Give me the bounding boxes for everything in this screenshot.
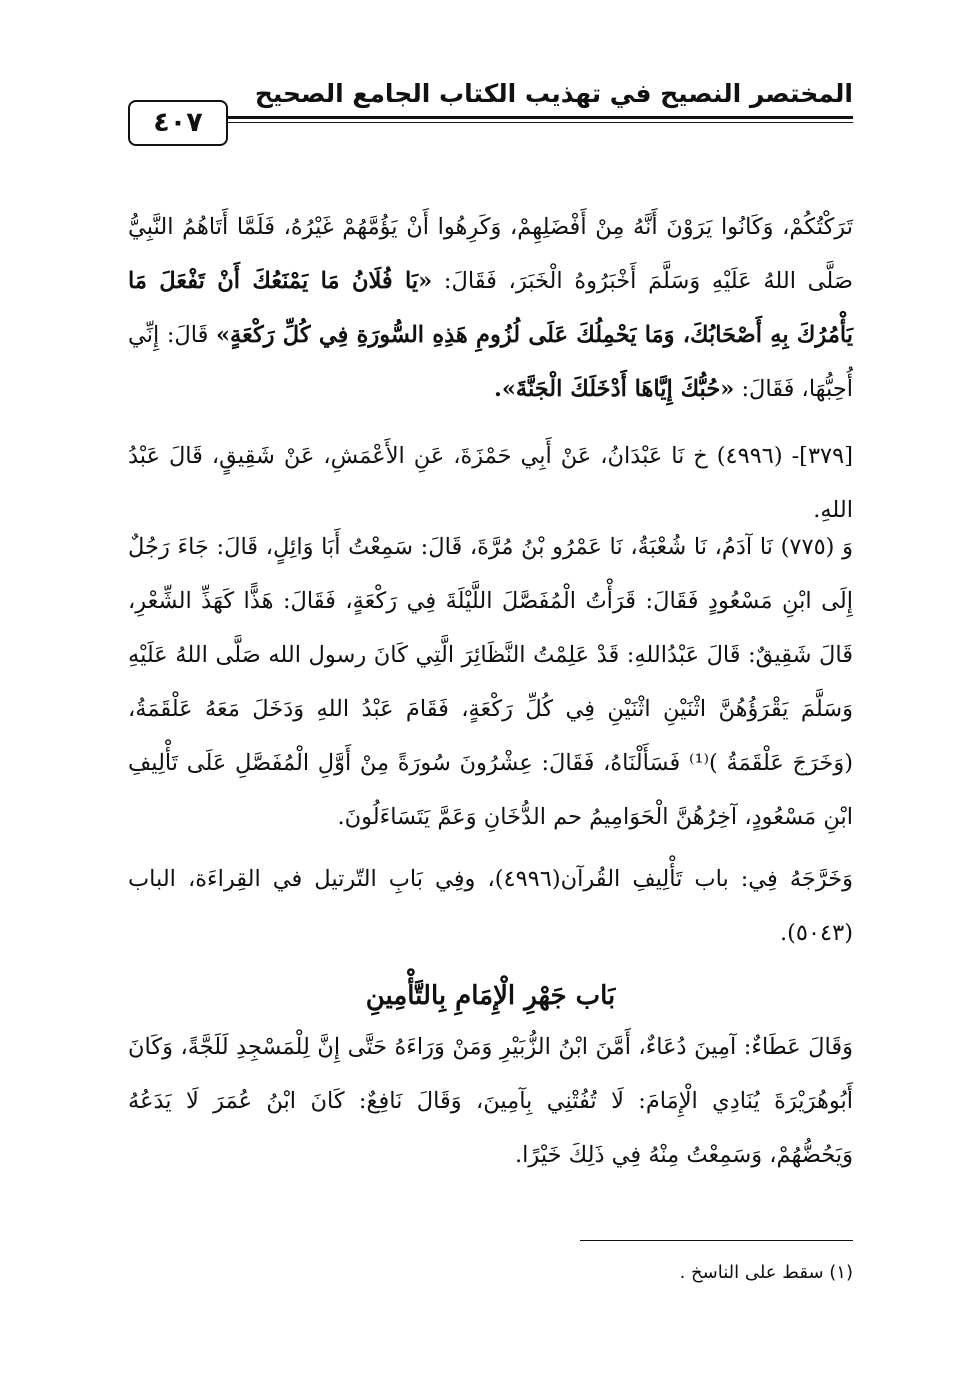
- paragraph-hadith-379: [٣٧٩]- (٤٩٩٦) خ نَا عَبْدَانُ، عَنْ أَبِي حَمْزَةَ، عَنِ الأَعْمَشِ، عَنْ شَقِيقٍ، قَالَ عَبْدُ اللهِ.: [128, 443, 853, 523]
- paragraph-hadith-775: وَ (٧٧٥) نَا آدَمُ، نَا شُعْبَةُ، نَا عَمْرُو بْنُ مُرَّةَ، قَالَ: سَمِعْتُ أَبَا وَائِلٍ، قَالَ: جَاءَ رَجُلٌ إِلَى ابْنِ مَسْعُودٍ فَقَالَ: قَرَأْتُ الْمُفَصَّلَ اللَّيْلَةَ فِي رَكْعَةٍ، فَقَالَ: هَذًّا كَهَذِّ الشِّعْرِ، قَالَ شَقِيقٌ: قَالَ عَبْدُاللهِ: قَدْ عَلِمْتُ النَّظَائِرَ الَّتِي كَانَ رسول الله صَلَّى اللهُ عَلَيْهِ وَسَلَّمَ يَقْرَؤُهُنَّ اثْنَيْنِ اثْنَيْنِ فِي كُلِّ رَكْعَةٍ، فَقَامَ عَبْدُ اللهِ وَدَخَلَ مَعَهُ عَلْقَمَةُ، (وَخَرَجَ عَلْقَمَةُ )⁽¹⁾ فَسَأَلْنَاهُ، فَقَالَ: عِشْرُونَ سُورَةً مِنْ أَوَّلِ الْمُفَصَّلِ عَلَى تَأْلِيفِ ابْنِ مَسْعُودٍ، آخِرُهُنَّ الْحَوَامِيمُ حم الدُّخَانِ وَعَمَّ يَتَسَاءَلُونَ.: [128, 534, 853, 830]
- paragraph-chapter-intro: وَقَالَ عَطَاءٌ: آمِينَ دُعَاءٌ، أَمَّنَ ابْنُ الزُّبَيْرِ وَمَنْ وَرَاءَهُ حَتَّى إِنَّ لِلْمَسْجِدِ لَلَجَّةً، وَكَانَ أَبُوهُرَيْرَةَ يُنَادِي الْإِمَامَ: لَا تُفُتْنِي بِآمِينَ، وَقَالَ نَافِعٌ: كَانَ ابْنُ عُمَرَ لَا يَدَعُهُ وَيَحُضُّهُمْ، وَسَمِعْتُ مِنْهُ فِي ذَلِكَ خَيْرًا.: [128, 1034, 853, 1168]
- chapter-heading: بَاب جَهْرِ الْإِمَامِ بِالتَّأْمِينِ: [365, 981, 616, 1011]
- header-rule-thin: [228, 122, 853, 123]
- page-number: ٤٠٧: [128, 100, 228, 146]
- header-rule: [228, 116, 853, 119]
- footnote: (١) سقط على الناسخ .: [679, 1262, 853, 1283]
- footnote-rule: [580, 1240, 853, 1241]
- paragraph-hadith-continuation: [128, 200, 853, 416]
- paragraph-text: قَالَ: إِنِّي أُحِبُّهَا، فَقَالَ:: [128, 322, 853, 402]
- paragraph-takhrij: وَخَرَّجَهُ فِي: باب تَأْلِيفِ القُرآن(٤٩٩٦)، وفِي بَابِ التّرتيل في القِراءَة، الباب (٥٠٤٣).: [128, 866, 853, 946]
- paragraph-text: تَرَكْتُكُمْ، وَكَانُوا يَرَوْنَ أَنَّهُ مِنْ أَفْضَلِهِمْ، وَكَرِهُوا أَنْ يَؤُمَّهُمْ غَيْرُهُ، فَلَمَّا أَتَاهُمُ النَّبِيُّ صَلَّى اللهُ عَلَيْهِ وَسَلَّمَ أَخْبَرُوهُ الْخَبَرَ، فَقَالَ:: [128, 214, 853, 294]
- paragraph-quote: «يَا فُلَانُ مَا يَمْنَعُكَ أَنْ تَفْعَلَ مَا يَأْمُرُكَ بِهِ أَصْحَابُكَ، وَمَا يَحْمِلُكَ عَلَى لُزُومِ هَذِهِ السُّورَةِ فِي كُلِّ رَكْعَةٍ»: [128, 268, 853, 348]
- paragraph-quote: «حُبُّكَ إِيَّاهَا أَدْخَلَكَ الْجَنَّةَ».: [494, 376, 735, 402]
- running-header-title: المختصر النصيح في تهذيب الكتاب الجامع الصحيح: [254, 79, 853, 108]
